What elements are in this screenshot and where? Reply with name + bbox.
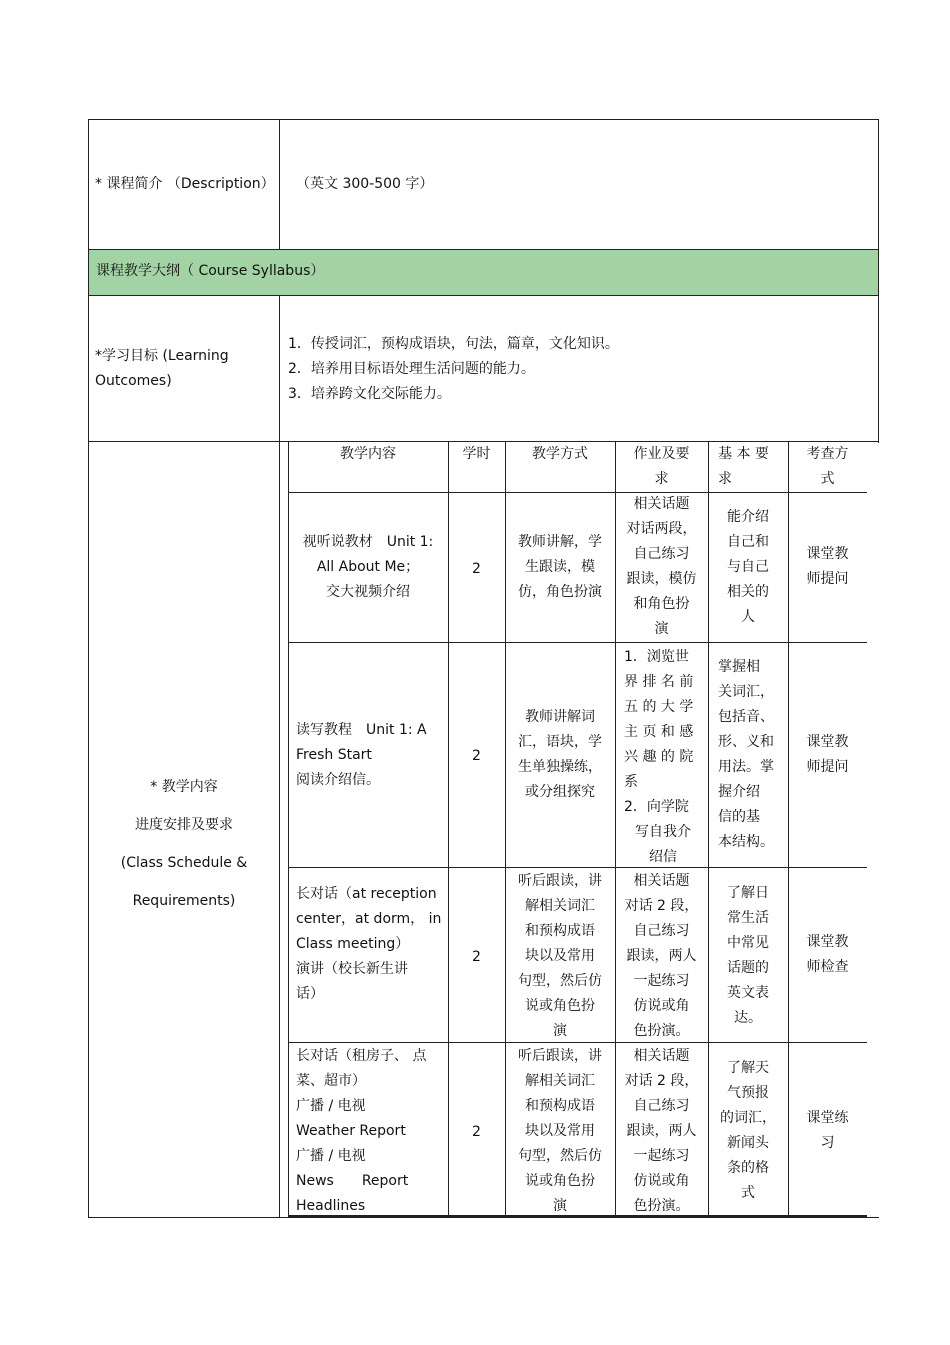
cell-line: Weather Report [296, 1123, 406, 1139]
label-column-divider-top [279, 119, 280, 250]
row-3-hours: 2 [472, 949, 481, 965]
cell-line: All About Me； [316, 559, 420, 575]
cell-line: 交大视频介绍 [326, 584, 410, 600]
row-divider-description [88, 249, 879, 250]
cell-line: 自己和 [727, 534, 769, 550]
column-header-text: 式 [820, 471, 835, 487]
outcome-item: 1．传授词汇，预构成语块，句法，篇章，文化知识。 [288, 336, 619, 352]
row-3-method [505, 869, 615, 1044]
column-header-text: 求 [654, 471, 669, 487]
cell-line: 达。 [734, 1010, 762, 1026]
outcomes-label-line-2: Outcomes) [95, 373, 172, 389]
row-1-assessment [788, 542, 867, 592]
column-header-homework [615, 442, 708, 492]
column-header-text: 学时 [462, 446, 491, 462]
cell-line: center，at dorm， in [296, 911, 442, 927]
syllabus-header: 课程教学大纲（ Course Syllabus） [96, 263, 325, 279]
cell-line: 常生活 [727, 910, 769, 926]
cell-line: 视听说教材 Unit 1: [302, 534, 434, 550]
row-4-hours: 2 [472, 1124, 481, 1140]
schedule-label-line: 进度安排及要求 [135, 817, 233, 833]
column-header-assessment [788, 442, 867, 492]
row-2-hours: 2 [472, 748, 481, 764]
row-2-assessment [788, 730, 867, 780]
cell-line: 色扮演。 [633, 1198, 690, 1214]
cell-line: 师提问 [806, 759, 849, 775]
cell-line: 阅读介绍信。 [296, 772, 380, 788]
cell-line: 课堂练 [806, 1110, 849, 1126]
row-2-homework [624, 645, 702, 870]
schedule-row-divider-2 [288, 867, 867, 868]
column-header-text: 考查方 [806, 446, 849, 462]
cell-line: 信的基 [718, 809, 760, 825]
cell-line: 能介绍 [727, 509, 769, 525]
cell-line: 习 [820, 1135, 835, 1151]
cell-line: 掌握相 [718, 659, 760, 675]
schedule-label [89, 768, 279, 920]
cell-line: 话） [296, 986, 324, 1002]
cell-line: 演讲（校长新生讲 [296, 961, 408, 977]
cell-line: 教师讲解，学 [518, 534, 602, 550]
cell-line: 跟读，两人 [626, 1123, 697, 1139]
cell-line: 或分组探究 [525, 784, 595, 800]
schedule-label-line: (Class Schedule & [120, 855, 248, 871]
cell-line: 了解天 [727, 1060, 769, 1076]
cell-line: 写自我介 [635, 824, 691, 840]
cell-line: 演 [553, 1198, 567, 1214]
row-2-method [505, 705, 615, 805]
row-1-basic [708, 505, 788, 630]
schedule-label-line: Requirements) [132, 893, 236, 909]
cell-line: 和预构成语 [525, 1098, 595, 1114]
cell-line: 与自己 [727, 559, 769, 575]
description-value: （英文 300-500 字） [296, 176, 434, 192]
cell-line: 相关的 [727, 584, 769, 600]
cell-line: 菜、超市） [296, 1073, 366, 1089]
cell-line: 广播 / 电视 [296, 1098, 366, 1114]
cell-line: 界 排 名 前 [624, 674, 694, 690]
description-label: * 课程简介 （Description） [95, 176, 275, 192]
cell-line: 长对话（租房子、 点 [296, 1048, 427, 1064]
cell-line: Class meeting） [296, 936, 410, 952]
row-3-assessment [788, 930, 867, 980]
cell-line: 和预构成语 [525, 923, 595, 939]
cell-line: 形、义和 [718, 734, 774, 750]
cell-line: 2．向学院 [624, 799, 689, 815]
row-2-basic [718, 655, 788, 855]
cell-line: 话题的 [727, 960, 769, 976]
row-4-homework [615, 1044, 708, 1219]
cell-line: 气预报 [727, 1085, 769, 1101]
cell-line: 绍信 [649, 849, 677, 865]
cell-line: 仿说或角 [633, 1173, 690, 1189]
outcomes-label-line-1: *学习目标 (Learning [95, 348, 229, 364]
row-1-method [505, 530, 615, 605]
cell-line: 课堂教 [806, 546, 849, 562]
schedule-header-divider [288, 492, 867, 493]
cell-line: 相关话题 [633, 873, 690, 889]
cell-line: 生跟读，模 [525, 559, 595, 575]
cell-line: 仿，角色扮演 [518, 584, 602, 600]
cell-line: 关词汇， [718, 684, 774, 700]
cell-line: 式 [741, 1185, 755, 1201]
cell-line: 对话 2 段， [624, 1073, 699, 1089]
row-4-basic [708, 1056, 788, 1206]
cell-line: 演 [654, 621, 669, 637]
table-bottom-border [88, 1217, 879, 1218]
cell-line: 句型，然后仿 [518, 973, 602, 989]
row-divider-syllabus [88, 295, 879, 296]
cell-line: 听后跟读，讲 [518, 873, 602, 889]
cell-line: 块以及常用 [525, 1123, 595, 1139]
cell-line: 相关话题 [633, 496, 690, 512]
row-1-hours: 2 [472, 561, 481, 577]
cell-line: 课堂教 [806, 934, 849, 950]
column-header-text: 作业及要 [633, 446, 690, 462]
cell-line: 一起练习 [633, 1148, 690, 1164]
row-2-content [296, 718, 442, 793]
table-left-border [88, 119, 89, 1218]
cell-line: Fresh Start [296, 747, 372, 763]
cell-line: 一起练习 [633, 973, 690, 989]
cell-line: 解相关词汇 [525, 1073, 595, 1089]
row-4-method [505, 1044, 615, 1219]
cell-line: 跟读，两人 [626, 948, 697, 964]
cell-line: 块以及常用 [525, 948, 595, 964]
cell-line: 了解日 [727, 885, 769, 901]
column-header-basic [718, 442, 788, 492]
row-3-basic [708, 881, 788, 1031]
cell-line: News Report [296, 1173, 409, 1189]
label-column-divider-mid [279, 295, 280, 1218]
cell-line: 读写教程 Unit 1: A [296, 722, 427, 738]
row-1-content [288, 530, 448, 605]
cell-line: 师检查 [806, 959, 849, 975]
outcome-item: 3．培养跨文化交际能力。 [288, 386, 451, 402]
cell-line: 1．浏览世 [624, 649, 689, 665]
cell-line: 新闻头 [727, 1135, 769, 1151]
column-header-content [288, 442, 448, 467]
cell-line: 条的格 [727, 1160, 769, 1176]
cell-line: 用法。掌 [718, 759, 774, 775]
row-4-assessment [788, 1106, 867, 1156]
column-header-text: 教学内容 [340, 446, 396, 462]
schedule-row-divider-1 [288, 642, 867, 643]
cell-line: 五 的 大 学 [624, 699, 694, 715]
cell-line: 对话两段， [626, 521, 697, 537]
row-3-homework [615, 869, 708, 1044]
row-1-homework [615, 492, 708, 642]
column-header-method [505, 442, 615, 467]
cell-line: 相关话题 [633, 1048, 690, 1064]
cell-line: 说或角色扮 [525, 1173, 595, 1189]
cell-line: 跟读，模仿 [626, 571, 697, 587]
cell-line: 兴 趣 的 院 [624, 749, 694, 765]
cell-line: 长对话（at reception [296, 886, 437, 902]
schedule-label-line: * 教学内容 [150, 779, 218, 795]
cell-line: 自己练习 [633, 1098, 690, 1114]
cell-line: Headlines [296, 1198, 366, 1214]
cell-line: 主 页 和 感 [624, 724, 694, 740]
cell-line: 教师讲解词 [525, 709, 595, 725]
table-top-border [88, 119, 879, 120]
outcome-item: 2．培养用目标语处理生活问题的能力。 [288, 361, 535, 377]
cell-line: 对话 2 段， [624, 898, 699, 914]
row-3-content [296, 882, 442, 1007]
cell-line: 听后跟读，讲 [518, 1048, 602, 1064]
cell-line: 包括音、 [718, 709, 774, 725]
cell-line: 自己练习 [633, 923, 690, 939]
column-header-hours [448, 442, 505, 467]
row-4-content [296, 1044, 442, 1219]
cell-line: 自己练习 [633, 546, 690, 562]
cell-line: 解相关词汇 [525, 898, 595, 914]
cell-line: 的词汇， [720, 1110, 776, 1126]
column-header-text: 求 [718, 471, 732, 487]
column-header-text: 基 本 要 [718, 446, 769, 462]
column-header-text: 教学方式 [532, 446, 588, 462]
cell-line: 师提问 [806, 571, 849, 587]
cell-line: 演 [553, 1023, 567, 1039]
cell-line: 和角色扮 [633, 596, 690, 612]
cell-line: 中常见 [727, 935, 769, 951]
cell-line: 握介绍 [718, 784, 760, 800]
cell-line: 系 [624, 774, 638, 790]
cell-line: 本结构。 [718, 834, 774, 850]
cell-line: 说或角色扮 [525, 998, 595, 1014]
cell-line: 仿说或角 [633, 998, 690, 1014]
cell-line: 色扮演。 [633, 1023, 690, 1039]
cell-line: 英文表 [727, 985, 769, 1001]
cell-line: 人 [741, 609, 755, 625]
cell-line: 汇，语块，学 [518, 734, 602, 750]
cell-line: 生单独操练， [518, 759, 602, 775]
cell-line: 广播 / 电视 [296, 1148, 366, 1164]
cell-line: 句型，然后仿 [518, 1148, 602, 1164]
cell-line: 课堂教 [806, 734, 849, 750]
table-right-border [878, 119, 879, 443]
